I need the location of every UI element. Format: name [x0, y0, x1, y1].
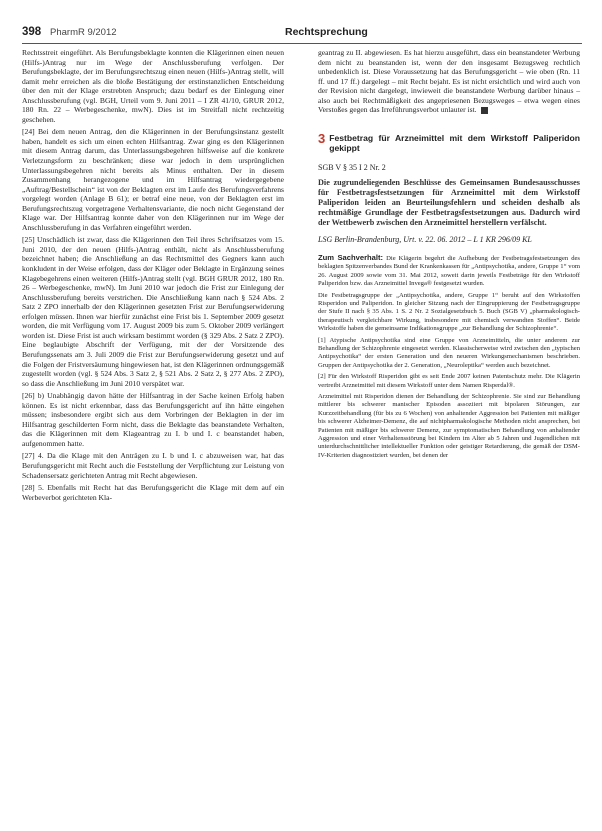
headnote: Die zugrundeliegenden Beschlüsse des Gemeinsamen Bundesausschusses für Festbetragsfestsetzungen für Arzneimittel mit dem Wirkstoff Paliperidon leiden an Beurteilungsfehlern und scheiden deshalb als rechtmäßige Grundlage der Festbetragsfestsetzungen aus. Dadurch wird der Wettbewerb zwischen den Arzneimittel herstellern verfälscht.: [318, 178, 580, 227]
left-column: [22, 48, 284, 503]
header-divider: [22, 43, 582, 44]
article-number: 3: [318, 130, 326, 146]
facts-paragraph: Arzneimittel mit Risperidon dienen der Behandlung der Schizophrenie. Sie sind zur Behandlung mittlerer bis schwerer manischer Episoden assoziiert mit bipolaren Störungen, zur Kurzzeitbehandlung (für bis zu 6 Wochen) von anhaltender Aggression bei Patienten mit mäßiger bis schwerer Alzheimer-Demenz, die auf nichtpharmakologische Methoden nicht ansprechen, bei Patienten mit mäßiger bis schwerer Demenz, zur symptomatischen Behandlung von anhaltender Aggression und einer Verhaltensstörung bei Kindern im Alter ab 5 Jahren und Jugendlichen mit unterdurchschnittlicher intellektueller Funktion oder geistiger Retardierung, die gemäß der DSM-IV-Kriterien diagnostiziert wurden, bei denen der: [318, 393, 580, 459]
left-paragraph: [24] Bei dem neuen Antrag, den die Klägerinnen in der Berufungsinstanz gestellt haben, handelt es sich um einen echten Hilfsantrag. Zwar ging es den Klägerinnen mit diesem Antrag darum, das Unterlassungsbegehren hilfsweise auf die konkrete Verletzungsform zu beschränken; diese war jedoch in dem ursprünglichen Unterlassungsbegehren nicht bereits als Minus enthalten. Der in diesem Zusammenhang herangezogene und im Hilfsantrag wiedergegebene „Auftrag/Bestellschein“ ist von der Beklagten erst im Laufe des Berufungsverfahrens vorgelegt worden (Anlage B 61); er betraf eine neue, von der Beklagten erst im Berufungsrechtszug vorgetragene Verhaltensvariante, die noch nicht Gegenstand der Klage war. Der Hilfsantrag konnte daher von den Klägerinnen nur im Wege der Anschlussberufung in das Verfahren eingeführt werden.: [22, 127, 284, 232]
case-facts: [318, 254, 580, 460]
end-of-article-mark: [481, 107, 488, 114]
section-title: Rechtsprechung: [285, 26, 368, 38]
page-header: [22, 22, 582, 42]
left-paragraph: [28] 5. Ebenfalls mit Recht hat das Berufungsgericht die Klage mit dem auf ein Werbeverbot gerichteten Kla-: [22, 483, 284, 502]
article-heading: [318, 130, 580, 153]
facts-paragraph: Zum Sachverhalt: Die Klägerin begehrt die Aufhebung der Festbetragsfestsetzungen des beklagten Spitzenverbandes Bund der Krankenkassen für „Antipsychotika, andere, Gruppe 1“ vom 26. August 2009 sowie vom 31. Mai 2012, soweit darin jeweils Festbeträge für den Wirkstoff Paliperidon bzw. das Arzneimittel Invega® festgesetzt wurden.: [318, 252, 580, 288]
facts-paragraph: Die Festbetragsgruppe der „Antipsychotika, andere, Gruppe 1“ beruht auf den Wirkstoffen Risperidon und Paliperidon. In gleicher Sitzung nach der Eingruppierung der Festbetragsgruppe der Stufe II nach § 35 Abs. 1 S. 2 Nr. 2 Sozialgesetzbuch 5. Buch (SGB V) „pharmakologisch-therapeutisch vergleichbare Wirkung, insbesondere mit chemisch verwandten Stoffen“. Beide Wirkstoffe haben die gemeinsame Indikationsgruppe „zur Behandlung der Schizophrenie“.: [318, 291, 580, 333]
left-paragraph: Rechtsstreit eingeführt. Als Berufungsbeklagte konnten die Klägerinnen einen neuen (Hilfs-)Antrag nur im Wege der Anschlussberufung verfolgen. Der Berufungsbeklagte, der im Berufungsrechtszug einen neuen (Hilfs-)Antrag stellt, will damit mehr erreichen als die bloße Bestätigung der erstinstanzlichen Entscheidung über den mit der Klage erstrebten Anspruch; dazu bedarf es der Einlegung einer Anschlussberufung (vgl. BGH, Urteil vom 9. Juni 2011 – I ZR 41/10, GRUR 2012, 180 Rn. 22 – Werbegeschenke, mwN). Dies ist im Streitfall nicht rechtzeitig geschehen.: [22, 48, 284, 124]
facts-label: Zum Sachverhalt:: [318, 252, 384, 262]
facts-paragraph: [2] Für den Wirkstoff Risperidon gibt es seit Ende 2007 keinen Patentschutz mehr. Die Klägerin vertreibt Arzneimittel mit diesem Wirkstoff unter dem Namen Risperdal®.: [318, 373, 580, 389]
journal-citation: PharmR 9/2012: [50, 27, 117, 38]
page-number: 398: [22, 26, 42, 38]
court-citation: LSG Berlin-Brandenburg, Urt. v. 22. 06. 2012 – L 1 KR 296/09 KL: [318, 235, 532, 245]
left-paragraph: [25] Unschädlich ist zwar, dass die Klägerinnen den Teil ihres Schriftsatzes vom 15. Juni 2010, der den neuen (Hilfs-)Antrag enthält, nicht als Anschlussberufung bezeichnet haben; die Anschließung an das Rechtsmittel des Gegners kann auch konkludent in der Weise erfolgen, dass der Kläger oder Beklagte in Ergänzung seines Klagebegehrens einen weiteren (Hilfs-)Antrag stellt (vgl. BGH GRUR 2012, 180 Rn. 26 – Werbegeschenke, mwN). Im Juni 2010 war jedoch die Frist zur Einlegung der Anschlussberufung bereits verstrichen. Die Anschließung kann nach § 524 Abs. 2 Satz 2 ZPO innerhalb der den Klägerinnen gesetzten Frist zur Berufungserwiderung erfolgen müssen. Ihnen war hierfür zunächst eine Frist bis 1. September 2009 gesetzt worden, die mit Verfügung vom 17. August 2009 bis zum 5. Oktober 2009 verlängert worden ist. Diese Frist ist auch wirksam bestimmt worden (§ 329 Abs. 2 Satz 2 ZPO). Eine beglaubigte Abschrift der Verfügung, mit der der Vorsitzende des Berufungssenats am 3. Juli 2009 die Frist zur Berufungserwiderung gesetzt und auf die Folgen der Fristversäumung hingewiesen hat, ist den Klägerinnen ordnungsgemäß zugestellt worden (vgl. § 524 Abs. 3 Satz 2, § 521 Abs. 2 Satz 2, § 277 Abs. 2 ZPO), so dass die Anschließung im Juni 2010 verspätet war.: [22, 235, 284, 388]
statute-reference: SGB V § 35 I 2 Nr. 2: [318, 162, 386, 172]
left-paragraph: [27] 4. Da die Klage mit den Anträgen zu I. b und I. c abzuweisen war, hat das Berufungsgericht mit Recht auch die Feststellung der Verpflichtung zur Leistung von Schadensersatz gerichteten Antrag mit Recht abgewiesen.: [22, 451, 284, 480]
facts-paragraph: [1] Atypische Antipsychotika sind eine Gruppe von Arzneimitteln, die unter anderem zur Behandlung der Schizophrenie eingesetzt werden. Klassischerweise wird zwischen den „typischen Antipsychotika“ der ersten Generation und den neueren Wirkungsmechanismen beschrieben. Gruppen der Antipsychotika der 2. Generation, „Neuroleptika“ werden auch bezeichnet.: [318, 336, 580, 369]
right-column: [318, 48, 580, 463]
right-paragraph: geantrag zu II. abgewiesen. Es hat hierzu ausgeführt, dass ein beanstandeter Werbung dem nicht zu beanstanden ist, wenn der den insgesamt Bezugsweg rechtlich unbedenklich ist. Diese Voraussetzung hat das Berufungsgericht – wie oben (Rn. 11 ff. und 17 ff.) dargelegt – mit Recht bejaht. Es ist nicht ersichtlich und wird auch von der Revision nicht dargelegt, inwieweit die beanstandete Werbung darüber hinaus – also auch bei Rechtmäßigkeit des angepriesenen Bezugsweges – etwa wegen eines Verstoßes gegen das Irreführungsverbot unlauter ist.: [318, 48, 580, 115]
article-title: Festbetrag für Arzneimittel mit dem Wirkstoff Paliperidon gekippt: [329, 132, 580, 153]
left-paragraph: [26] b) Unabhängig davon hätte der Hilfsantrag in der Sache keinen Erfolg haben können. Es ist nicht erkennbar, dass das Berufungsgericht auf ihn hätte eingehen müssen; insbesondere ergibt sich aus dem Vorbringen der Beklagten in der im Hilfsantrag geschilderten Form nicht, dass die Beklagte das beanstandete Verhalten, das die Klägerinnen mit dem Klageantrag zu I. b und I. c beanstandet haben, aufgenommen hatte.: [22, 391, 284, 448]
